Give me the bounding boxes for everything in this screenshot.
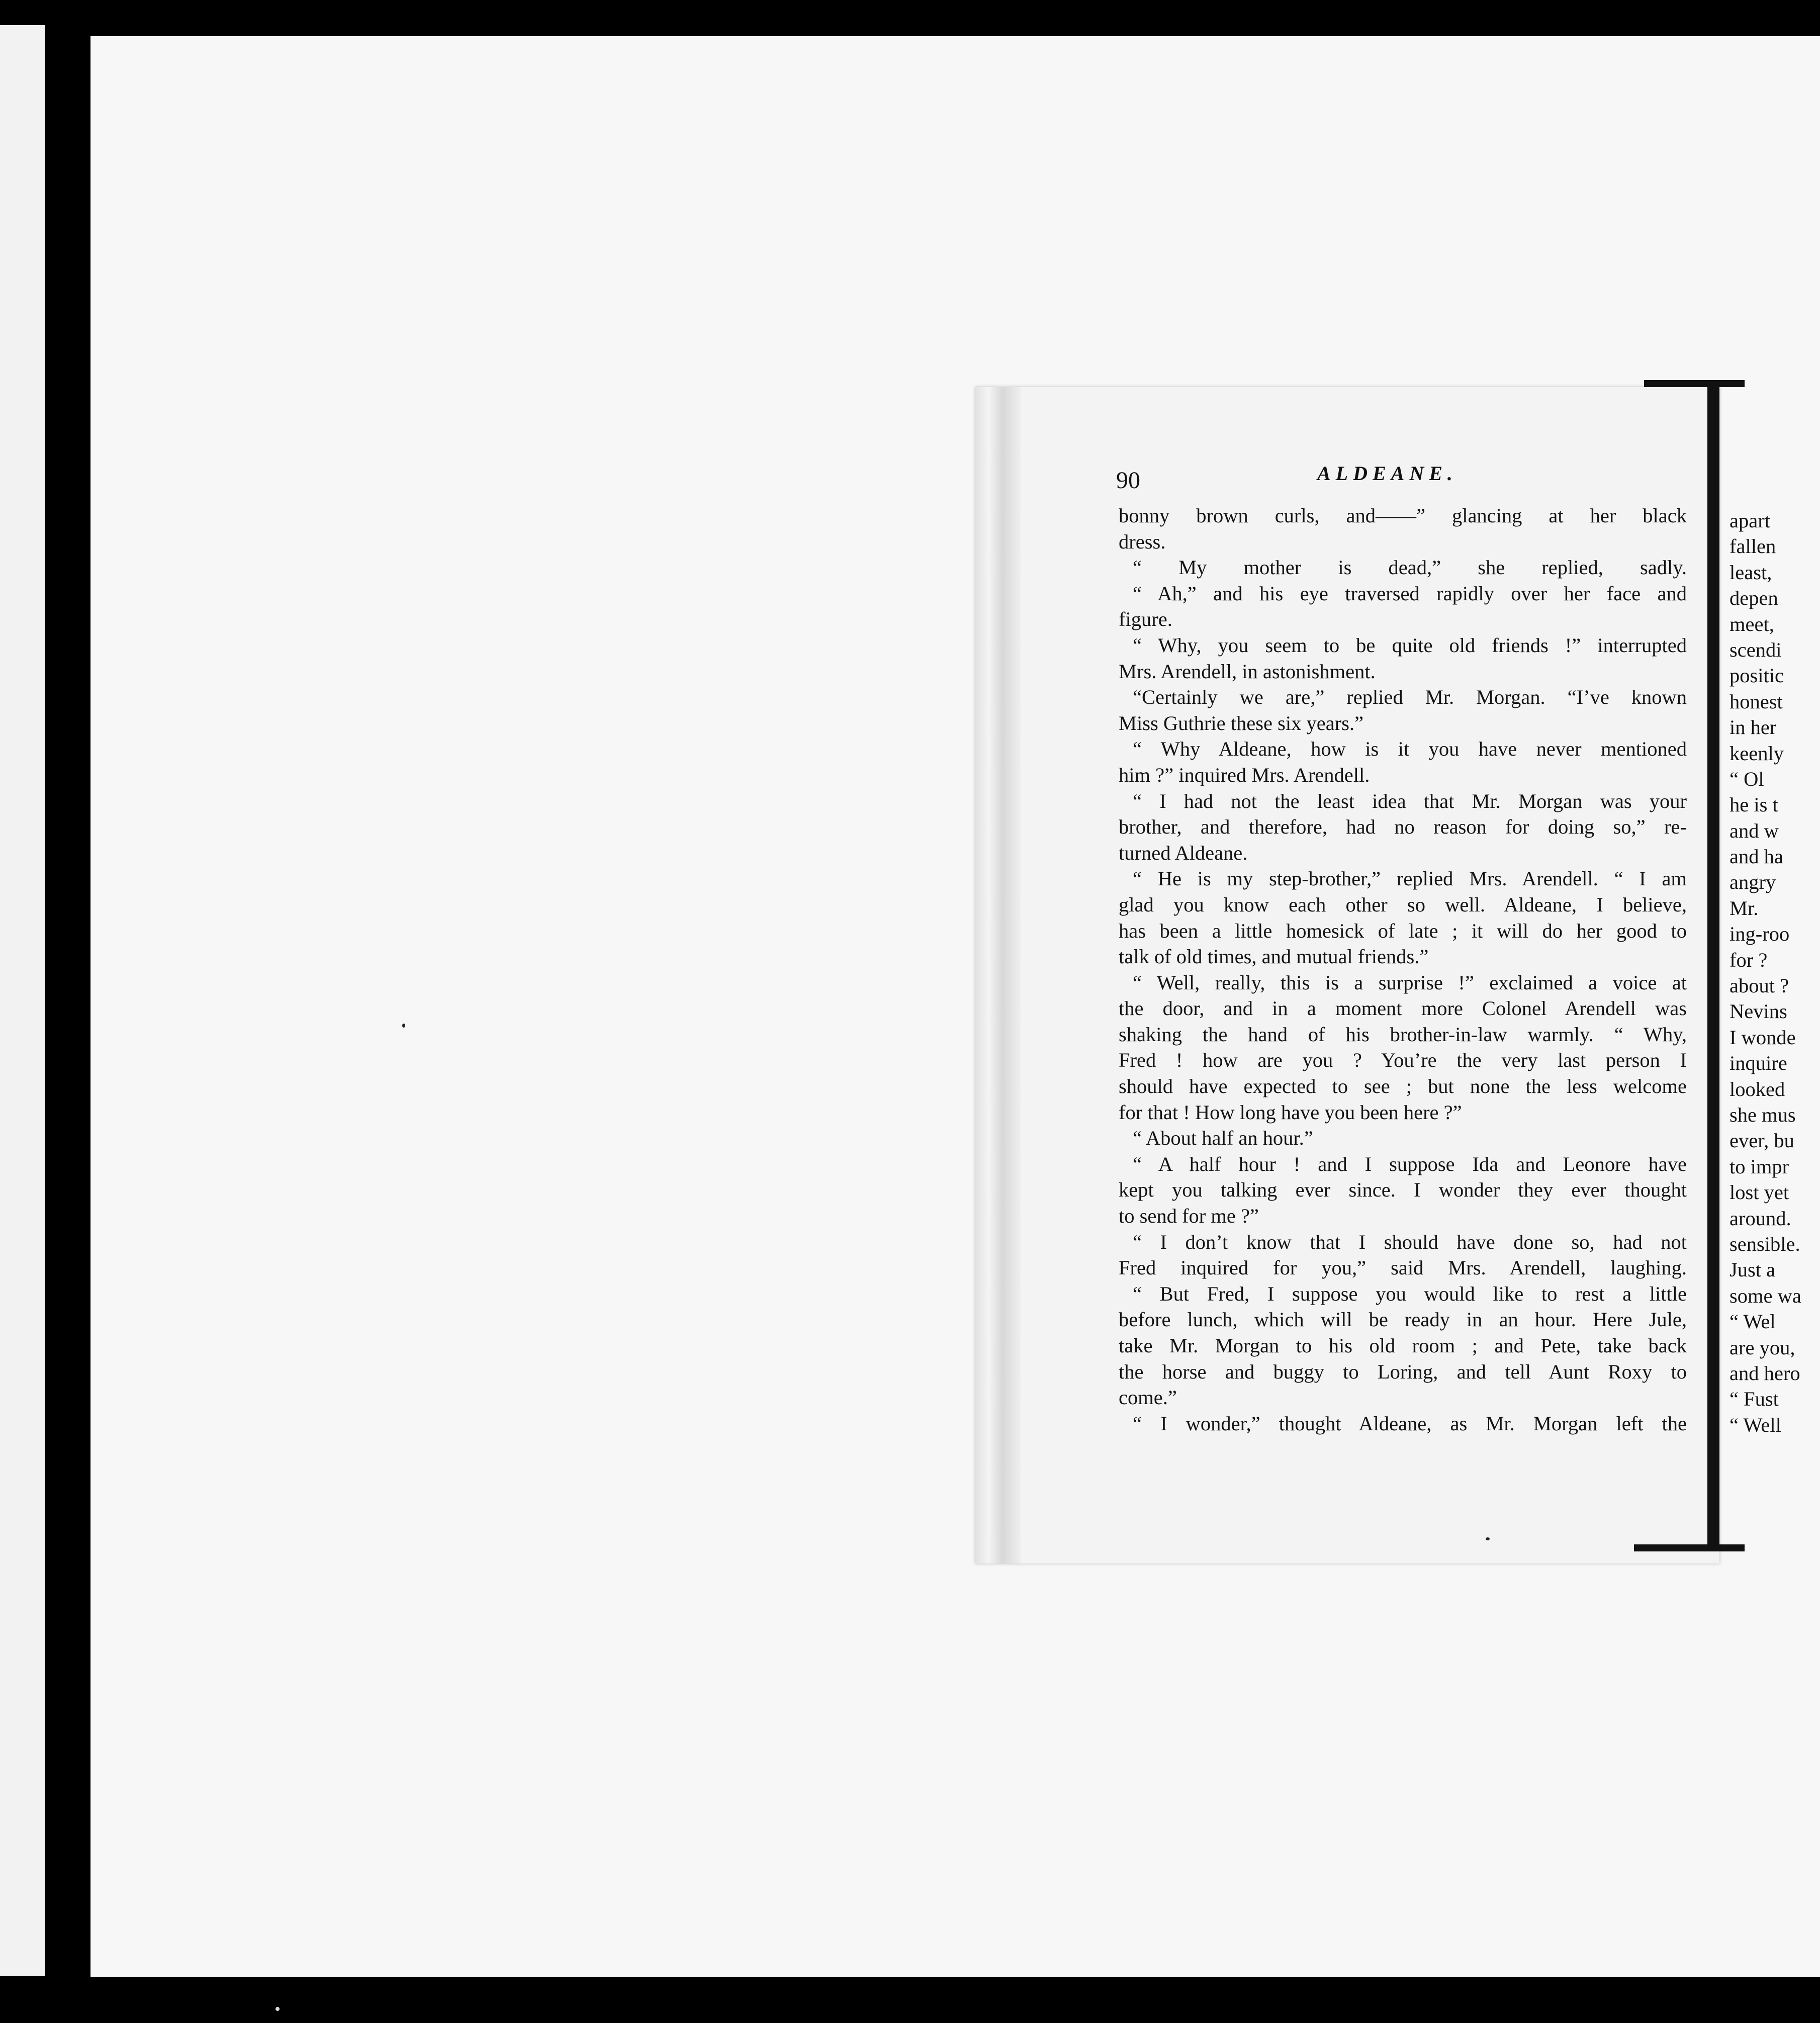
previous-page-edge xyxy=(0,25,45,1976)
facing-page-line: some wa xyxy=(1730,1284,1801,1307)
binding-cap-top xyxy=(1644,380,1745,387)
text-line: has been a little homesick of late ; it will do her good to xyxy=(1119,919,1687,942)
text-line: shaking the hand of his brother-in-law warmly. “ Why, xyxy=(1119,1023,1687,1046)
facing-page-line: to impr xyxy=(1730,1155,1789,1178)
text-line: “ Why, you seem to be quite old friends !” interrupted xyxy=(1133,633,1687,657)
facing-page-line: depen xyxy=(1730,587,1778,610)
text-line: “ But Fred, I suppose you would like to rest a little xyxy=(1133,1282,1687,1305)
book-binding xyxy=(1707,385,1719,1550)
dust-speck xyxy=(1486,1537,1490,1540)
facing-page-line: sensible. xyxy=(1730,1232,1800,1255)
text-line: dress. xyxy=(1119,530,1166,553)
facing-page-line: lost yet xyxy=(1730,1181,1789,1204)
text-line: Fred inquired for you,” said Mrs. Arendell, laughing. xyxy=(1119,1256,1687,1279)
text-line: take Mr. Morgan to his old room ; and Pete, take back xyxy=(1119,1334,1687,1357)
text-line: for that ! How long have you been here ?” xyxy=(1119,1100,1462,1124)
running-head: ALDEANE. xyxy=(1317,462,1458,485)
text-line: turned Aldeane. xyxy=(1119,841,1248,864)
text-line: before lunch, which will be ready in an hour. Here Jule, xyxy=(1119,1308,1687,1331)
facing-page-line: fallen xyxy=(1730,535,1776,558)
facing-page-line: looked xyxy=(1730,1077,1785,1100)
facing-page-line: honest xyxy=(1730,690,1783,713)
facing-page-line: positic xyxy=(1730,664,1784,687)
text-line: glad you know each other so well. Aldeane, I believe, xyxy=(1119,893,1687,916)
facing-page-line: and w xyxy=(1730,819,1779,842)
dust-speck xyxy=(402,1024,405,1028)
text-line: figure. xyxy=(1119,608,1172,631)
facing-page-line: he is t xyxy=(1730,793,1778,816)
facing-page-line: and hero xyxy=(1730,1361,1800,1385)
text-line: “ Why Aldeane, how is it you have never mentioned xyxy=(1133,738,1687,761)
facing-page-line: around. xyxy=(1730,1207,1791,1230)
facing-page-line: least, xyxy=(1730,561,1772,584)
text-line: “ My mother is dead,” she replied, sadly. xyxy=(1133,556,1687,579)
text-line: “ About half an hour.” xyxy=(1133,1127,1313,1150)
text-line: “ I wonder,” thought Aldeane, as Mr. Morgan left the xyxy=(1133,1412,1687,1435)
text-line: him ?” inquired Mrs. Arendell. xyxy=(1119,763,1370,786)
text-line: “ A half hour ! and I suppose Ida and Leonore have xyxy=(1133,1152,1687,1175)
dust-speck xyxy=(276,2007,280,2011)
text-line: brother, and therefore, had no reason for doing so,” re- xyxy=(1119,815,1687,839)
text-line: to send for me ?” xyxy=(1119,1205,1259,1228)
binding-cap-bottom xyxy=(1634,1544,1745,1551)
facing-page-line: and ha xyxy=(1730,845,1783,868)
facing-page-line: “ Well xyxy=(1730,1413,1781,1436)
facing-page-line: Mr. xyxy=(1730,896,1759,919)
facing-page-line: ever, bu xyxy=(1730,1129,1794,1152)
text-line: “Certainly we are,” replied Mr. Morgan. “I’ve known xyxy=(1133,686,1687,709)
text-line: Mrs. Arendell, in astonishment. xyxy=(1119,660,1376,683)
text-line: the door, and in a moment more Colonel Arendell was xyxy=(1119,997,1687,1020)
facing-page-line: “ Ol xyxy=(1730,767,1764,790)
text-line: kept you talking ever since. I wonder they ever thought xyxy=(1119,1178,1687,1202)
body-text xyxy=(1119,503,1687,1436)
facing-page-line: about ? xyxy=(1730,974,1789,997)
facing-page-line: ing-roo xyxy=(1730,923,1790,946)
text-line: bonny brown curls, and——” glancing at her black xyxy=(1119,504,1687,527)
text-line: “ I don’t know that I should have done so, had not xyxy=(1133,1230,1687,1253)
facing-page-line: meet, xyxy=(1730,612,1774,635)
text-line: “ Ah,” and his eye traversed rapidly over her face and xyxy=(1133,582,1687,605)
text-line: Fred ! how are you ? You’re the very last person I xyxy=(1119,1049,1687,1072)
facing-page-line: are you, xyxy=(1730,1336,1795,1359)
page-number: 90 xyxy=(1116,467,1140,494)
facing-page-line: Nevins xyxy=(1730,1000,1787,1023)
facing-page-line: inquire xyxy=(1730,1052,1787,1075)
facing-page-line: scendi xyxy=(1730,638,1782,661)
text-line: talk of old times, and mutual friends.” xyxy=(1119,945,1429,968)
text-line: the horse and buggy to Loring, and tell Aunt Roxy to xyxy=(1119,1360,1687,1383)
facing-page-line: for ? xyxy=(1730,948,1768,971)
text-line: “ I had not the least idea that Mr. Morgan was your xyxy=(1133,789,1687,812)
facing-page-line: I wonde xyxy=(1730,1026,1796,1049)
facing-page-line: she mus xyxy=(1730,1103,1796,1126)
facing-page-line: keenly xyxy=(1730,742,1784,765)
facing-page-fragment xyxy=(1730,508,1820,1438)
text-line: come.” xyxy=(1119,1386,1177,1409)
text-line: “ Well, really, this is a surprise !” exclaimed a voice at xyxy=(1133,971,1687,994)
facing-page-line: “ Wel xyxy=(1730,1310,1776,1333)
facing-page-line: apart xyxy=(1730,509,1770,532)
page-edge-shadow xyxy=(975,387,1021,1564)
text-line: Miss Guthrie these six years.” xyxy=(1119,711,1364,734)
text-line: should have expected to see ; but none the less welcome xyxy=(1119,1075,1687,1098)
facing-page-line: in her xyxy=(1730,716,1777,739)
facing-page-line: “ Fust xyxy=(1730,1388,1779,1411)
facing-page-line: Just a xyxy=(1730,1258,1776,1281)
text-line: “ He is my step-brother,” replied Mrs. Arendell. “ I am xyxy=(1133,867,1687,890)
facing-page-line: angry xyxy=(1730,871,1776,894)
